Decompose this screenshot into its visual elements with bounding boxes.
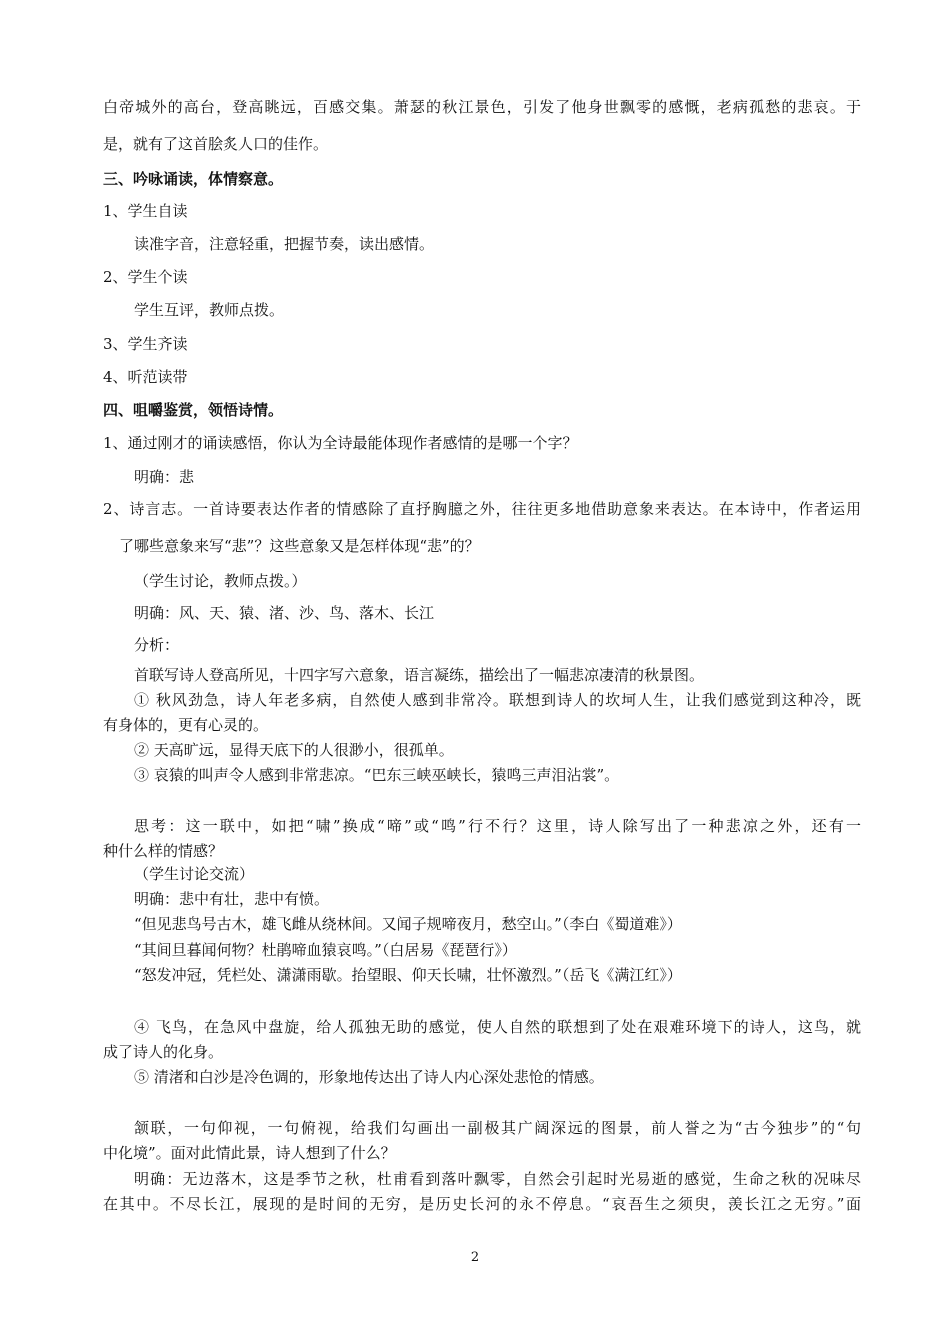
text-line: 是，就有了这首脍炙人口的佳作。 (103, 135, 329, 153)
text-line: 读准字音，注意轻重，把握节奏，读出感情。 (134, 235, 435, 253)
text-line: 首联写诗人登高所见，十四字写六意象，语言凝练，描绘出了一幅悲凉凄清的秋景图。 (134, 666, 705, 684)
text-line: 明确：悲 (134, 468, 195, 486)
text-line: 有身体的，更有心灵的。 (103, 716, 269, 734)
text-line: 学生互评，教师点拨。 (134, 301, 285, 319)
text-line: 种什么样的情感？ (103, 842, 224, 860)
page-number: 2 (470, 1250, 480, 1265)
text-line: ① 秋风劲急，诗人年老多病，自然使人感到非常冷。联想到诗人的坎坷人生，让我们感觉到这种冷，既 (134, 691, 861, 709)
text-line: 成了诗人的化身。 (103, 1043, 224, 1061)
text-line: 明确：无边落木，这是季节之秋，杜甫看到落叶飘零，自然会引起时光易逝的感觉，生命之秋的况味尽 (134, 1170, 861, 1188)
text-line: ⑤ 清渚和白沙是冷色调的，形象地传达出了诗人内心深处悲怆的情感。 (134, 1068, 604, 1086)
text-line: 1、学生自读 (103, 202, 188, 220)
text-line: 了哪些意象来写“悲”？这些意象又是怎样体现“悲”的？ (119, 537, 480, 555)
text-line: 分析： (134, 636, 180, 654)
text-line: ③ 哀猿的叫声令人感到非常悲凉。“巴东三峡巫峡长，猿鸣三声泪沾裳”。 (134, 766, 620, 784)
text-line: 明确：风、天、猿、渚、沙、鸟、落木、长江 (134, 604, 435, 622)
text-line: 明确：悲中有壮，悲中有愤。 (134, 890, 330, 908)
text-line: 4、听范读带 (103, 368, 188, 386)
text-line: 2、学生个读 (103, 268, 188, 286)
text-line: （学生讨论，教师点拨。） (134, 572, 307, 590)
text-line: 白帝城外的高台，登高眺远，百感交集。萧瑟的秋江景色，引发了他身世飘零的感慨，老病孤愁的悲哀。于 (103, 98, 861, 116)
text-line: ② 天高旷远，显得天底下的人很渺小，很孤单。 (134, 741, 454, 759)
text-line: 颔联，一句仰视，一句俯视，给我们勾画出一副极其广阔深远的图景，前人誉之为“古今独步”的“句 (134, 1119, 861, 1137)
text-line: 在其中。不尽长江，展现的是时间的无穷，是历史长河的永不停息。“哀吾生之须臾，羡长江之无穷。”面 (103, 1195, 861, 1213)
text-line: 思考：这一联中，如把“啸”换成“啼”或“鸣”行不行？这里，诗人除写出了一种悲凉之外，还有一 (134, 817, 861, 835)
text-line: 中化境”。面对此情此景，诗人想到了什么？ (103, 1144, 396, 1162)
section-heading: 三、吟咏诵读，体情察意。 (103, 170, 284, 188)
quote-line: “其间旦暮闻何物？杜鹃啼血猿哀鸣。”（白居易《琵琶行》） (134, 941, 517, 959)
text-line: 1、通过刚才的诵读感悟，你认为全诗最能体现作者感情的是哪一个字？ (103, 434, 578, 452)
quote-line: “但见悲鸟号古木，雄飞雌从绕林间。又闻子规啼夜月，愁空山。”（李白《蜀道难》） (134, 915, 682, 933)
quote-line: “怒发冲冠，凭栏处、潇潇雨歇。抬望眼、仰天长啸，壮怀激烈。”（岳飞《满江红》） (134, 966, 682, 984)
text-line: 2、诗言志。一首诗要表达作者的情感除了直抒胸臆之外，往往更多地借助意象来表达。在本诗中，作者运用 (103, 500, 861, 518)
text-line: 3、学生齐读 (103, 335, 188, 353)
text-line: （学生讨论交流） (134, 865, 255, 883)
section-heading: 四、咀嚼鉴赏，领悟诗情。 (103, 401, 284, 419)
text-line: ④ 飞鸟，在急风中盘旋，给人孤独无助的感觉，使人自然的联想到了处在艰难环境下的诗人，这鸟，就 (134, 1018, 861, 1036)
